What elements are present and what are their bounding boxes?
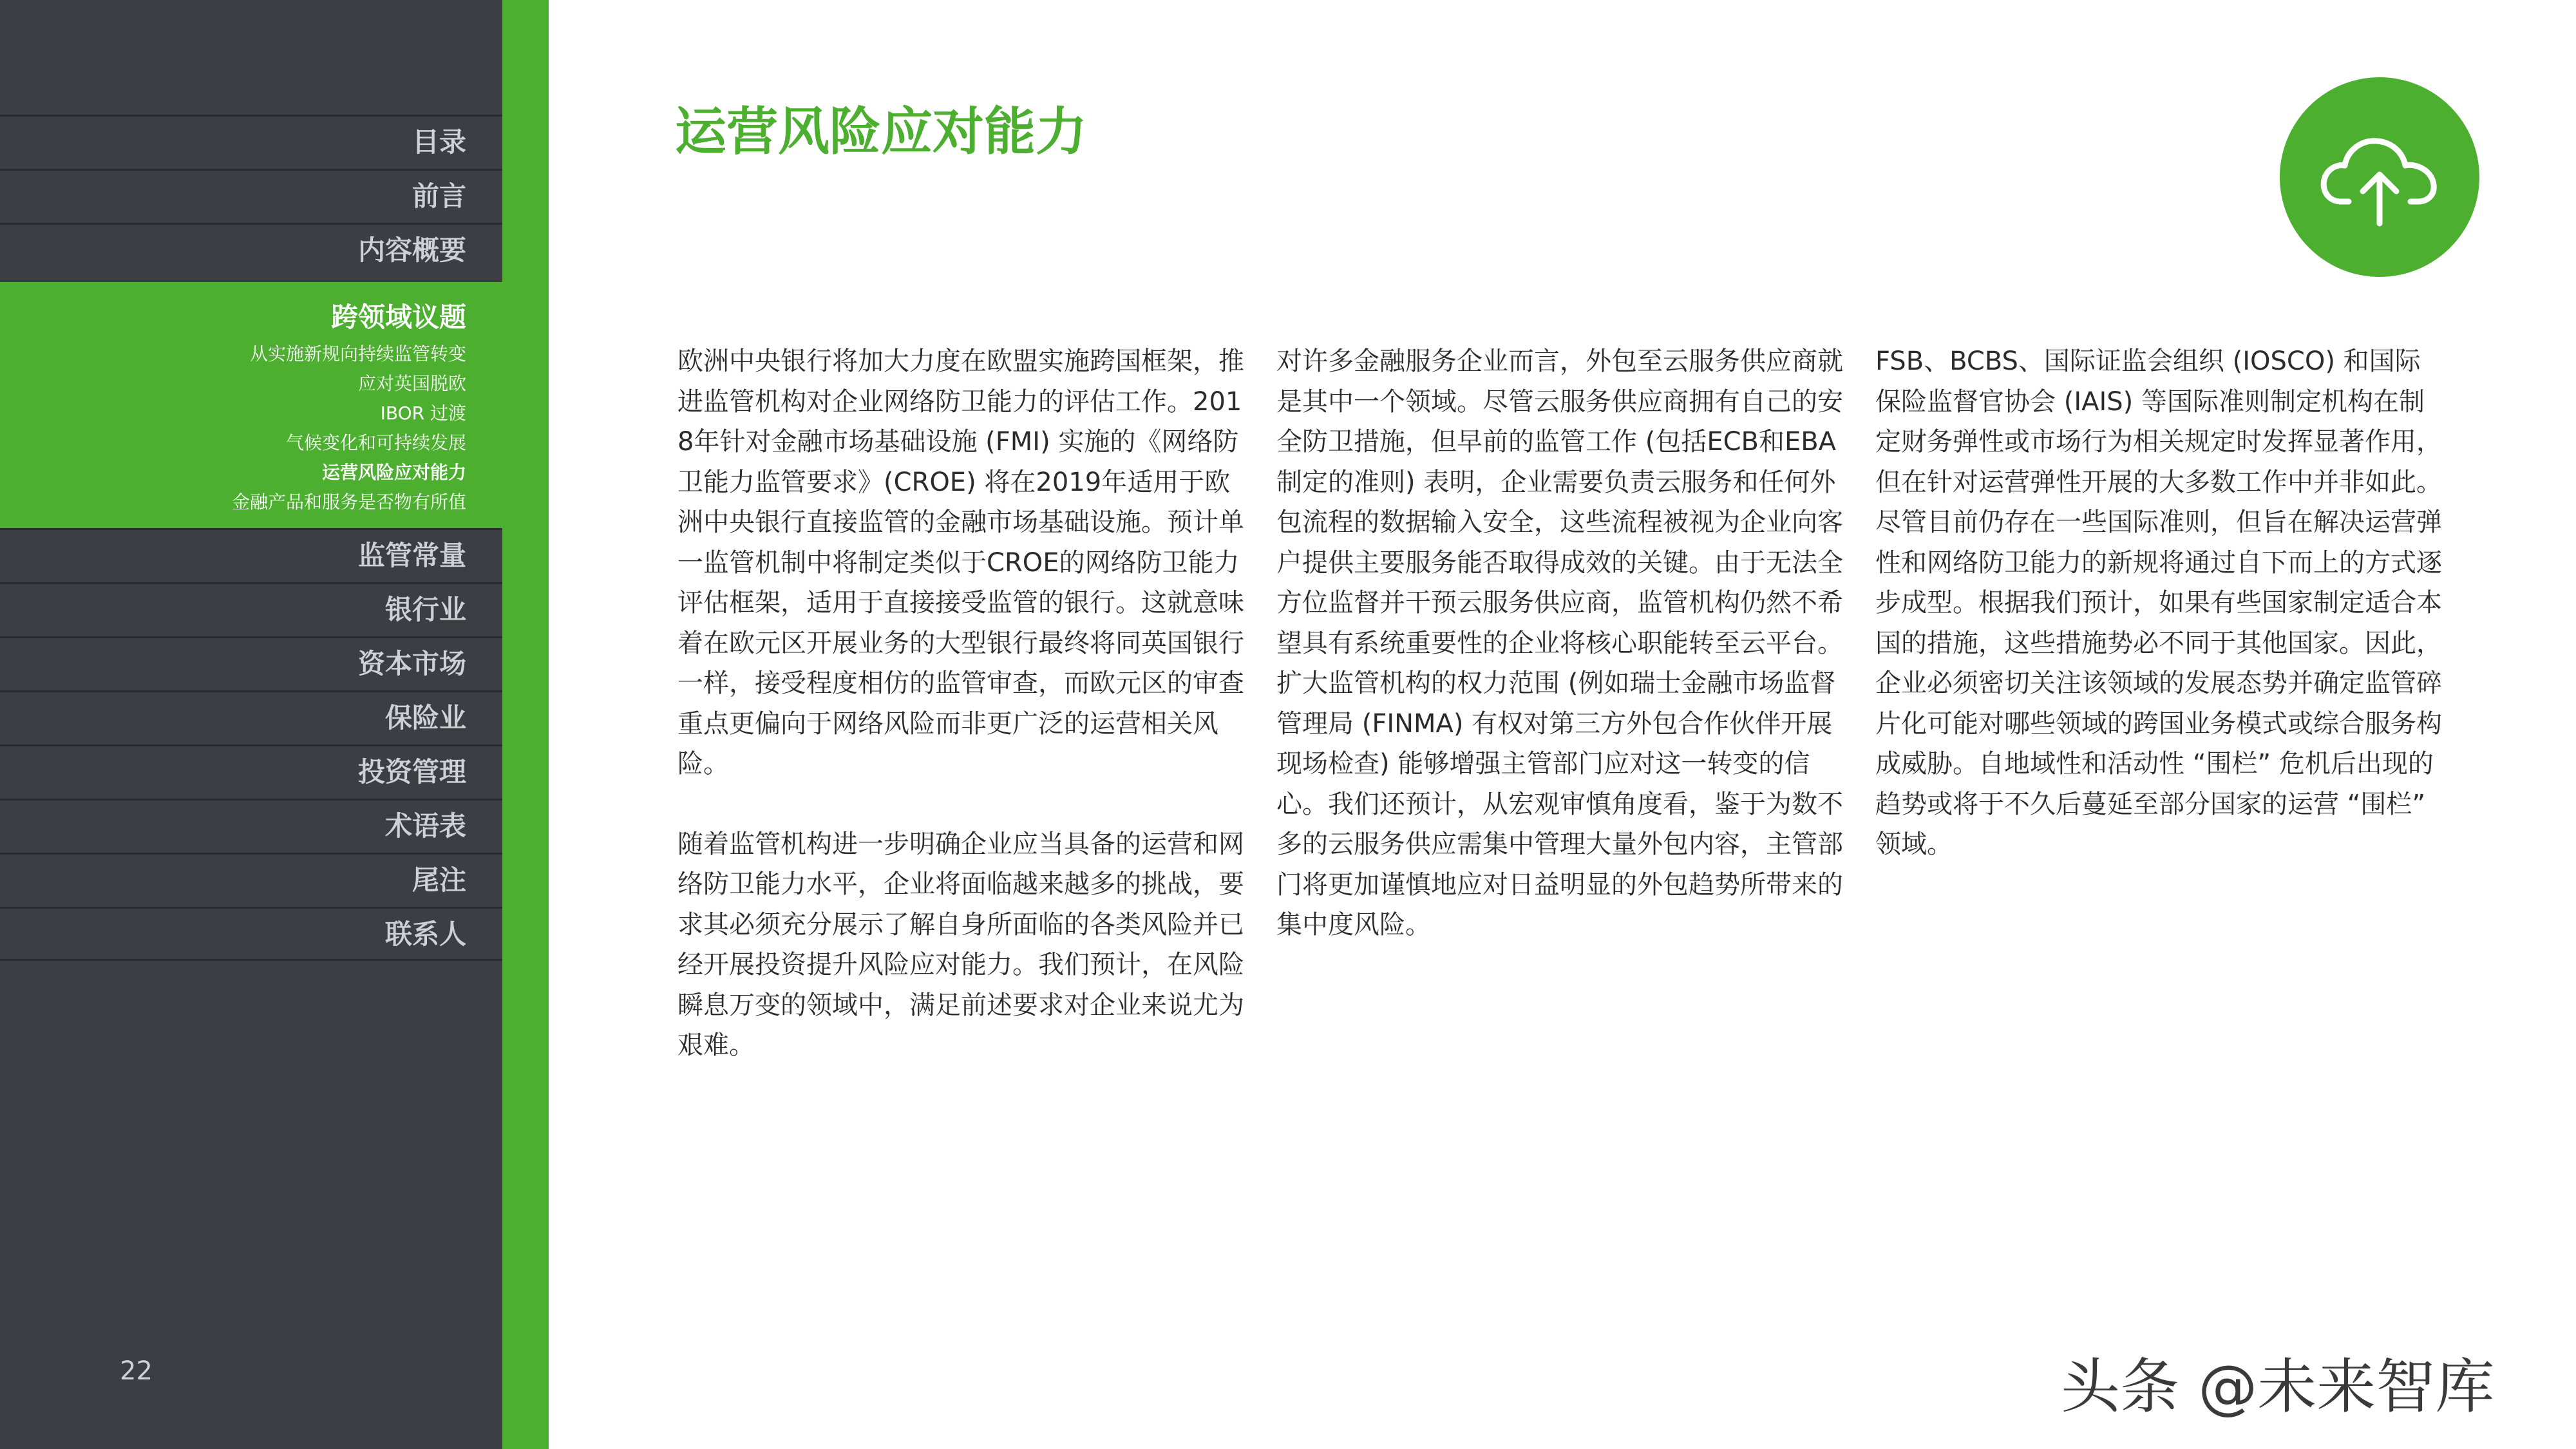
nav-item-insurance[interactable]: 保险业	[0, 690, 502, 744]
paragraph: 对许多金融服务企业而言，外包至云服务供应商就是其中一个领域。尽管云服务供应商拥有自己的安全防卫措施，但早前的监管工作 (包括ECB和EBA制定的准则) 表明，企业需要负责云服务和任何外包流程的数据输入安全，这些流程被视为企业向客户提供主要服务能否取得成效的关键。由于无法全方位监督并干预云服务供应商，监管机构仍然不希望具有系统重要性的企业将核心职能转至云平台。扩大监管机构的权力范围 (例如瑞士金融市场监督管理局 (FINMA) 有权对第三方外包合作伙伴开展现场检查) 能够增强主管部门应对这一转变的信心。我们还预计，从宏观审慎角度看，鉴于为数不多的云服务供应需集中管理大量外包内容，主管部门将更加谨慎地应对日益明显的外包趋势所带来的集中度风险。	[1276, 346, 1843, 940]
nav-item-glossary[interactable]: 术语表	[0, 799, 502, 853]
sub-item-brexit[interactable]: 应对英国脱欧	[357, 373, 466, 394]
nav-item-regulatory-constants[interactable]: 监管常量	[0, 528, 502, 582]
paragraph: FSB、BCBS、国际证监会组织 (IOSCO) 和国际保险监督官协会 (IAIS) 等国际准则制定机构在制定财务弹性或市场行为相关规定时发挥显著作用，但在针对运营弹性开展的大多数工作中并非如此。尽管目前仍存在一些国际准则，但旨在解决运营弹性和网络防卫能力的新规将通过自下而上的方式逐步成型。根据我们预计，如果有些国家制定适合本国的措施，这些措施势必不同于其他国家。因此，企业必须密切关注该领域的发展态势并确定监管碎片化可能对哪些领域的跨国业务模式或综合服务构成威胁。自地域性和活动性 “围栏” 危机后出现的趋势或将于不久后蔓延至部分国家的运营 “围栏” 领域。	[1875, 346, 2442, 859]
text-column-1	[677, 341, 1244, 1106]
nav-item-contacts[interactable]: 联系人	[0, 907, 502, 961]
nav-item-foreword[interactable]: 前言	[0, 169, 502, 223]
nav-active-section[interactable]	[0, 282, 502, 528]
cloud-upload-icon	[2280, 77, 2479, 277]
nav-item-cross-sector[interactable]: 跨领域议题	[330, 301, 466, 333]
page-number: 22	[120, 1356, 153, 1386]
text-column-2	[1276, 341, 1843, 985]
nav-item-investment-management[interactable]: 投资管理	[0, 744, 502, 799]
nav-item-contents[interactable]: 目录	[0, 115, 502, 169]
paragraph: 欧洲中央银行将加大力度在欧盟实施跨国框架，推进监管机构对企业网络防卫能力的评估工作。2018年针对金融市场基础设施 (FMI) 实施的《网络防卫能力监管要求》(CROE) 将在2019年适用于欧洲中央银行直接监管的金融市场基础设施。预计单一监管机制中将制定类似于CROE的网络防卫能力评估框架，适用于直接接受监管的银行。这就意味着在欧元区开展业务的大型银行最终将同英国银行一样，接受程度相仿的监管审查，而欧元区的审查重点更偏向于网络风险而非更广泛的运营相关风险。	[677, 346, 1244, 779]
nav-item-capital-markets[interactable]: 资本市场	[0, 636, 502, 690]
accent-strip	[502, 0, 549, 1449]
page-title: 运营风险应对能力	[675, 102, 1087, 162]
sidebar	[0, 0, 502, 1449]
sub-item-value-for-money[interactable]: 金融产品和服务是否物有所值	[231, 491, 466, 513]
nav-item-endnotes[interactable]: 尾注	[0, 853, 502, 907]
sub-item-climate[interactable]: 气候变化和可持续发展	[285, 432, 466, 453]
sub-item-continuous-supervision[interactable]: 从实施新规向持续监管转变	[249, 343, 466, 365]
watermark: 头条 @未来智库	[2061, 1352, 2495, 1421]
sub-item-operational-resilience[interactable]: 运营风险应对能力	[321, 462, 466, 483]
nav-item-summary[interactable]: 内容概要	[0, 223, 502, 277]
sub-item-ibor[interactable]: IBOR 过渡	[380, 402, 466, 424]
paragraph: 随着监管机构进一步明确企业应当具备的运营和网络防卫能力水平，企业将面临越来越多的挑战，要求其必须充分展示了解自身所面临的各类风险并已经开展投资提升风险应对能力。我们预计，在风险瞬息万变的领域中，满足前述要求对企业来说尤为艰难。	[677, 829, 1244, 1060]
nav-item-banking[interactable]: 银行业	[0, 582, 502, 636]
text-column-3	[1875, 341, 2442, 905]
